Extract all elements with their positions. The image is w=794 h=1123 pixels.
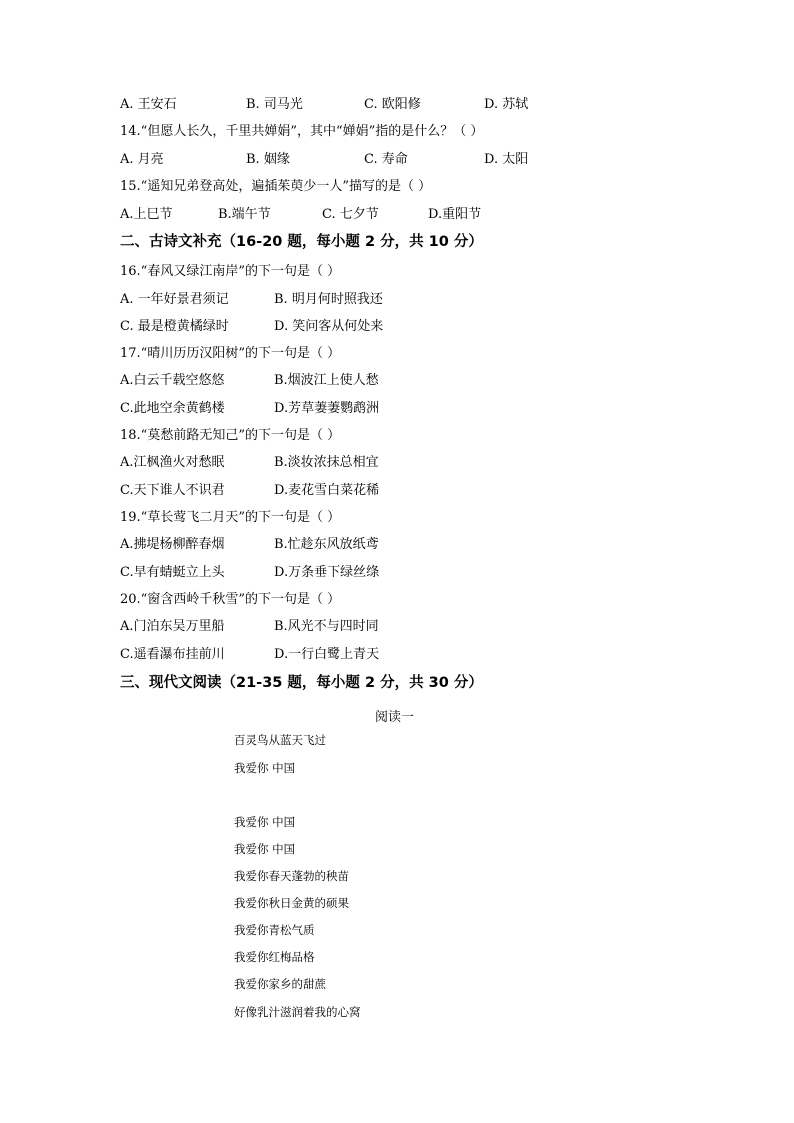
q16-stem: 16.“春风又绿江南岸”的下一句是（ ）	[120, 264, 341, 279]
section2-heading: 二、古诗文补充（16-20 题，每小题 2 分，共 10 分）	[120, 234, 483, 250]
q13-option-c: C. 欧阳修	[364, 97, 421, 112]
q14-option-d: D. 太阳	[484, 152, 529, 167]
poem-line: 好像乳汁滋润着我的心窝	[234, 1005, 361, 1019]
q15-option-c: C. 七夕节	[322, 207, 379, 222]
q16-option-c: C. 最是橙黄橘绿时	[120, 319, 229, 334]
q20-option-d: D.一行白鹭上青天	[274, 647, 380, 662]
q14-stem: 14.“但愿人长久，千里共婵娟”，其中“婵娟”指的是什么？（ ）	[120, 124, 484, 139]
q13-option-b: B. 司马光	[246, 97, 303, 112]
q15-stem: 15.“遥知兄弟登高处，遍插茱萸少一人”描写的是（ ）	[120, 179, 432, 194]
section3-heading: 三、现代文阅读（21-35 题，每小题 2 分，共 30 分）	[120, 675, 483, 691]
poem-line: 我爱你家乡的甜蔗	[234, 977, 326, 991]
q14-option-a: A. 月亮	[120, 152, 164, 167]
q17-option-d: D.芳草萋萋鹦鹉洲	[274, 401, 380, 416]
q19-stem: 19.“草长莺飞二月天”的下一句是（ ）	[120, 510, 341, 525]
q15-option-d: D.重阳节	[428, 207, 482, 222]
q18-option-c: C.天下谁人不识君	[120, 483, 225, 498]
poem-line: 我爱你春天蓬勃的秧苗	[234, 869, 349, 883]
q14-option-c: C. 寿命	[364, 152, 408, 167]
q19-option-c: C.早有蜻蜓立上头	[120, 565, 225, 580]
q18-stem: 18.“莫愁前路无知己”的下一句是（ ）	[120, 428, 341, 443]
q14-option-b: B. 姻缘	[246, 152, 290, 167]
poem-line: 我爱你红梅品格	[234, 950, 315, 964]
poem-line: 百灵鸟从蓝天飞过	[234, 733, 326, 747]
poem-line: 我爱你秋日金黄的硕果	[234, 896, 349, 910]
q16-option-d: D. 笑问客从何处来	[274, 319, 384, 334]
reading1-title: 阅读一	[375, 710, 415, 725]
q17-option-c: C.此地空余黄鹤楼	[120, 401, 225, 416]
q13-option-a: A. 王安石	[120, 97, 177, 112]
q13-option-d: D. 苏轼	[484, 97, 529, 112]
q19-option-b: B.忙趁东风放纸鸢	[274, 537, 379, 552]
q17-stem: 17.“晴川历历汉阳树”的下一句是（ ）	[120, 346, 341, 361]
q17-option-b: B.烟波江上使人愁	[274, 373, 379, 388]
q15-option-a: A.上巳节	[120, 207, 173, 222]
poem-line: 我爱你 中国	[234, 761, 296, 775]
q20-stem: 20.“窗含西岭千秋雪”的下一句是（ ）	[120, 592, 341, 607]
q20-option-a: A.门泊东吴万里船	[120, 619, 225, 634]
q16-option-b: B. 明月何时照我还	[274, 292, 383, 307]
q20-option-b: B.风光不与四时同	[274, 619, 379, 634]
q17-option-a: A.白云千载空悠悠	[120, 373, 225, 388]
q16-option-a: A. 一年好景君须记	[120, 292, 229, 307]
poem-line: 我爱你青松气质	[234, 923, 315, 937]
q20-option-c: C.遥看瀑布挂前川	[120, 647, 225, 662]
poem-line: 我爱你 中国	[234, 842, 296, 856]
q19-option-d: D.万条垂下绿丝绦	[274, 565, 380, 580]
q18-option-d: D.麦花雪白菜花稀	[274, 483, 380, 498]
q18-option-b: B.淡妆浓抹总相宜	[274, 455, 379, 470]
q19-option-a: A.拂堤杨柳醉春烟	[120, 537, 225, 552]
poem-line: 我爱你 中国	[234, 815, 296, 829]
q18-option-a: A.江枫渔火对愁眠	[120, 455, 225, 470]
q15-option-b: B.端午节	[218, 207, 271, 222]
